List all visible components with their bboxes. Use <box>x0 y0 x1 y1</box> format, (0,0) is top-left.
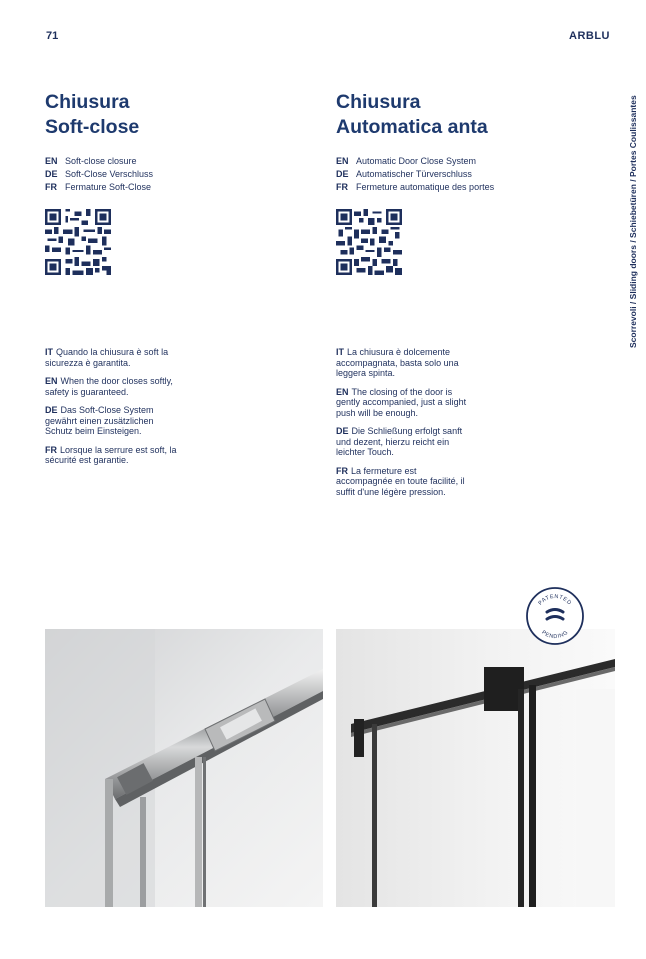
lang-line: EN Automatic Door Close System <box>336 156 477 166</box>
lang-line: DE Soft-Close Verschluss <box>45 169 154 179</box>
page-number: 71 <box>46 30 59 42</box>
automatic-close-photo <box>336 629 615 907</box>
body-paragraph: DE Das Soft-Close System gewährt einen zusätzlichen Schutz beim Einsteigen. <box>45 405 154 436</box>
right-title-line1: Chiusura <box>336 91 421 113</box>
left-title <box>45 90 139 140</box>
qr-code-automatic-close[interactable] <box>336 209 402 275</box>
side-tab <box>626 36 640 348</box>
left-body-text <box>45 347 177 474</box>
right-body-text <box>336 347 468 505</box>
right-title <box>336 90 488 140</box>
body-paragraph: EN When the door closes softly, safety is guaranteed. <box>45 376 173 397</box>
side-tab-label: Scorrevoli / Sliding doors / Schiebetüren / Portes Coulissantes <box>628 95 638 348</box>
body-paragraph: DE Die Schließung erfolgt sanft und dezent, hierzu reicht ein leichter Touch. <box>336 426 463 457</box>
body-paragraph: EN The closing of the door is gently accompanied, just a slight push will be enough. <box>336 386 467 418</box>
body-paragraph: IT La chiusura è dolcemente accompagnata, basta solo una leggera spinta. <box>336 347 459 378</box>
qr-code-soft-close[interactable] <box>45 209 111 275</box>
brand-logo: ARBLU <box>569 30 610 42</box>
right-lang-list <box>336 155 494 194</box>
body-paragraph: IT Quando la chiusura è soft la sicurezza è garantita. <box>45 347 169 368</box>
soft-close-photo <box>45 629 323 907</box>
badge-bottom-text: PENDING <box>540 629 570 641</box>
lang-line: FR Fermeture automatique des portes <box>336 182 495 192</box>
left-title-line1: Chiusura <box>45 91 130 113</box>
left-title-line2: Soft-close <box>45 116 140 138</box>
patented-pending-badge <box>525 586 585 646</box>
lang-line: DE Automatischer Türverschluss <box>336 169 472 179</box>
body-paragraph: FR La fermeture est accompagnée en toute facilité, il suffit d'une légère pression. <box>336 465 465 497</box>
lang-line: FR Fermature Soft-Close <box>45 182 152 192</box>
right-title-line2: Automatica anta <box>336 116 488 138</box>
lang-line: EN Soft-close closure <box>45 156 137 166</box>
left-lang-list <box>45 155 153 194</box>
body-paragraph: FR Lorsque la serrure est soft, la sécurité est garantie. <box>45 444 177 465</box>
badge-top-text: PATENTED <box>537 593 573 607</box>
